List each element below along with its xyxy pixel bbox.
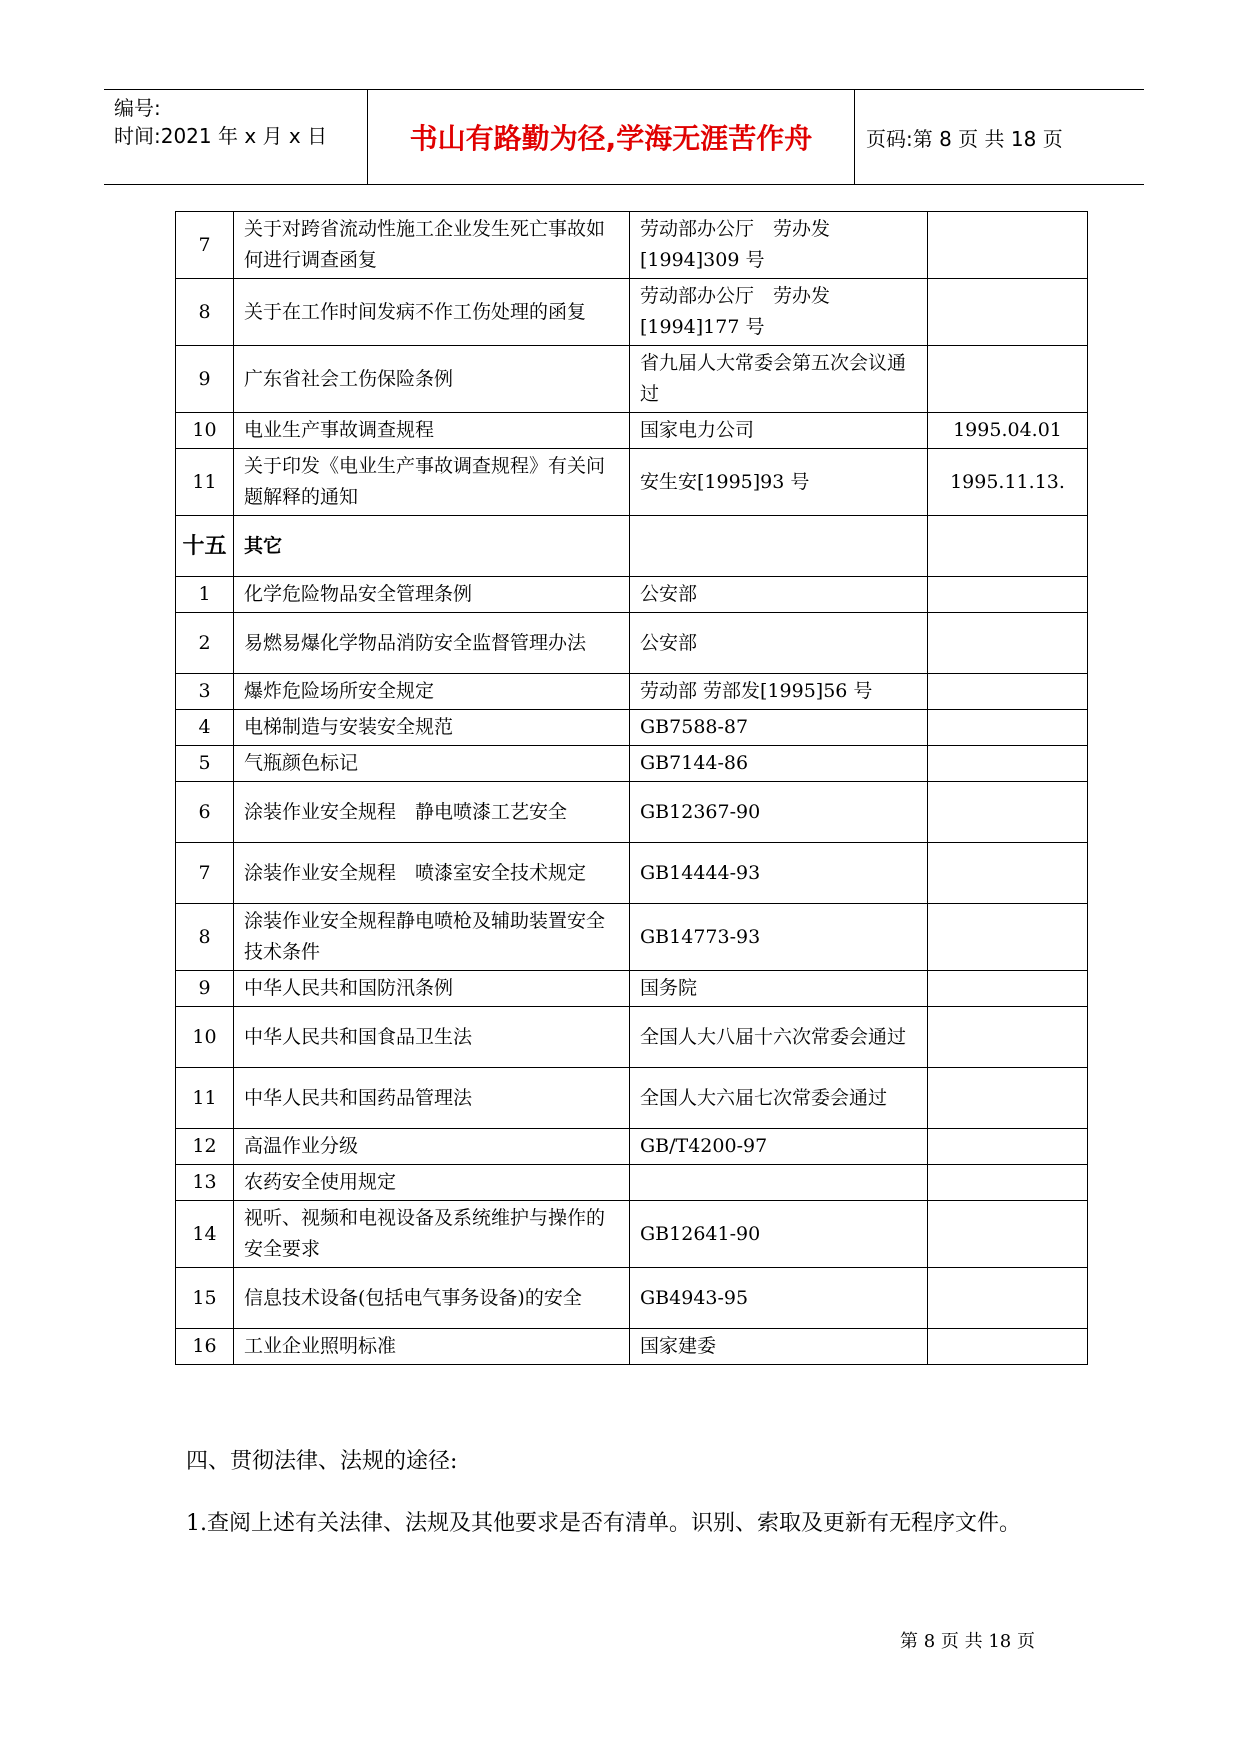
row-title: 高温作业分级 <box>234 1129 630 1165</box>
table-row <box>176 674 1088 710</box>
table-row <box>176 516 1088 577</box>
row-date <box>928 1268 1088 1329</box>
row-date <box>928 1329 1088 1365</box>
row-source: GB/T4200-97 <box>630 1129 928 1165</box>
time-label: 时间:2021 年 x 月 x 日 <box>114 124 328 148</box>
table-row <box>176 1129 1088 1165</box>
row-title: 其它 <box>234 516 630 577</box>
row-number: 9 <box>176 971 234 1007</box>
row-source: 国家建委 <box>630 1329 928 1365</box>
table-row <box>176 613 1088 674</box>
table-row <box>176 577 1088 613</box>
row-date <box>928 516 1088 577</box>
row-number: 十五 <box>176 516 234 577</box>
row-source: 安生安[1995]93 号 <box>630 449 928 516</box>
row-source: GB7144-86 <box>630 746 928 782</box>
row-source: 劳动部办公厅 劳办发[1994]309 号 <box>630 212 928 279</box>
row-source: GB7588-87 <box>630 710 928 746</box>
row-date <box>928 746 1088 782</box>
row-date <box>928 674 1088 710</box>
row-source: GB12641-90 <box>630 1201 928 1268</box>
row-date <box>928 346 1088 413</box>
row-number: 5 <box>176 746 234 782</box>
page-header <box>104 89 1144 185</box>
row-title: 关于在工作时间发病不作工伤处理的函复 <box>234 279 630 346</box>
row-date <box>928 613 1088 674</box>
header-divider <box>854 90 855 184</box>
row-date <box>928 710 1088 746</box>
table-row <box>176 413 1088 449</box>
row-title: 中华人民共和国防汛条例 <box>234 971 630 1007</box>
row-number: 1 <box>176 577 234 613</box>
row-source <box>630 1165 928 1201</box>
row-number: 15 <box>176 1268 234 1329</box>
row-title: 信息技术设备(包括电气事务设备)的安全 <box>234 1268 630 1329</box>
row-date <box>928 1007 1088 1068</box>
row-date <box>928 843 1088 904</box>
row-title: 工业企业照明标准 <box>234 1329 630 1365</box>
row-title: 关于对跨省流动性施工企业发生死亡事故如何进行调查函复 <box>234 212 630 279</box>
table-row <box>176 710 1088 746</box>
table-row <box>176 1068 1088 1129</box>
number-label: 编号: <box>114 96 161 120</box>
row-source: 公安部 <box>630 577 928 613</box>
row-title: 电业生产事故调查规程 <box>234 413 630 449</box>
row-number: 2 <box>176 613 234 674</box>
row-source: 劳动部 劳部发[1995]56 号 <box>630 674 928 710</box>
row-title: 广东省社会工伤保险条例 <box>234 346 630 413</box>
row-source: GB14444-93 <box>630 843 928 904</box>
table-row <box>176 279 1088 346</box>
row-source: GB14773-93 <box>630 904 928 971</box>
row-number: 10 <box>176 1007 234 1068</box>
row-number: 3 <box>176 674 234 710</box>
row-title: 视听、视频和电视设备及系统维护与操作的安全要求 <box>234 1201 630 1268</box>
table-row <box>176 1201 1088 1268</box>
table-row <box>176 1329 1088 1365</box>
row-date <box>928 1068 1088 1129</box>
header-motto: 书山有路勤为径,学海无涯苦作舟 <box>409 122 813 155</box>
row-number: 16 <box>176 1329 234 1365</box>
row-title: 关于印发《电业生产事故调查规程》有关问题解释的通知 <box>234 449 630 516</box>
table-row <box>176 971 1088 1007</box>
page-footer: 第 8 页 共 18 页 <box>900 1631 1035 1652</box>
table-row <box>176 843 1088 904</box>
row-source: 省九届人大常委会第五次会议通过 <box>630 346 928 413</box>
row-title: 涂装作业安全规程静电喷枪及辅助装置安全技术条件 <box>234 904 630 971</box>
table-row <box>176 346 1088 413</box>
row-title: 中华人民共和国药品管理法 <box>234 1068 630 1129</box>
table-row <box>176 1007 1088 1068</box>
row-title: 易燃易爆化学物品消防安全监督管理办法 <box>234 613 630 674</box>
row-date <box>928 577 1088 613</box>
body-paragraph: 1.查阅上述有关法律、法规及其他要求是否有清单。识别、索取及更新有无程序文件。 <box>186 1511 1021 1536</box>
row-date <box>928 904 1088 971</box>
row-number: 8 <box>176 904 234 971</box>
table-row <box>176 1268 1088 1329</box>
row-number: 13 <box>176 1165 234 1201</box>
table-row <box>176 904 1088 971</box>
row-number: 10 <box>176 413 234 449</box>
row-source: 公安部 <box>630 613 928 674</box>
header-left <box>114 90 372 184</box>
row-date <box>928 1201 1088 1268</box>
row-title: 中华人民共和国食品卫生法 <box>234 1007 630 1068</box>
table-row <box>176 1165 1088 1201</box>
table-row <box>176 782 1088 843</box>
row-source: 国家电力公司 <box>630 413 928 449</box>
row-number: 7 <box>176 212 234 279</box>
row-date: 1995.04.01 <box>928 413 1088 449</box>
row-title: 涂装作业安全规程 静电喷漆工艺安全 <box>234 782 630 843</box>
row-title: 农药安全使用规定 <box>234 1165 630 1201</box>
section-heading: 四、贯彻法律、法规的途径: <box>186 1449 458 1474</box>
row-title: 爆炸危险场所安全规定 <box>234 674 630 710</box>
row-title: 电梯制造与安装安全规范 <box>234 710 630 746</box>
header-page-info: 页码:第 8 页 共 18 页 <box>866 126 1063 151</box>
row-number: 14 <box>176 1201 234 1268</box>
row-date <box>928 1129 1088 1165</box>
row-number: 11 <box>176 449 234 516</box>
row-date <box>928 971 1088 1007</box>
row-source <box>630 516 928 577</box>
row-date: 1995.11.13. <box>928 449 1088 516</box>
row-source: 劳动部办公厅 劳办发[1994]177 号 <box>630 279 928 346</box>
table-row <box>176 449 1088 516</box>
row-date <box>928 1165 1088 1201</box>
row-number: 9 <box>176 346 234 413</box>
row-number: 8 <box>176 279 234 346</box>
row-title: 气瓶颜色标记 <box>234 746 630 782</box>
row-source: 全国人大六届七次常委会通过 <box>630 1068 928 1129</box>
row-number: 4 <box>176 710 234 746</box>
row-date <box>928 279 1088 346</box>
table-row <box>176 212 1088 279</box>
row-source: 国务院 <box>630 971 928 1007</box>
table-row <box>176 746 1088 782</box>
row-title: 化学危险物品安全管理条例 <box>234 577 630 613</box>
row-date <box>928 212 1088 279</box>
row-title: 涂装作业安全规程 喷漆室安全技术规定 <box>234 843 630 904</box>
row-source: GB12367-90 <box>630 782 928 843</box>
row-number: 11 <box>176 1068 234 1129</box>
row-source: 全国人大八届十六次常委会通过 <box>630 1007 928 1068</box>
regulations-table <box>175 211 1088 1365</box>
row-number: 12 <box>176 1129 234 1165</box>
row-date <box>928 782 1088 843</box>
row-source: GB4943-95 <box>630 1268 928 1329</box>
row-number: 6 <box>176 782 234 843</box>
row-number: 7 <box>176 843 234 904</box>
